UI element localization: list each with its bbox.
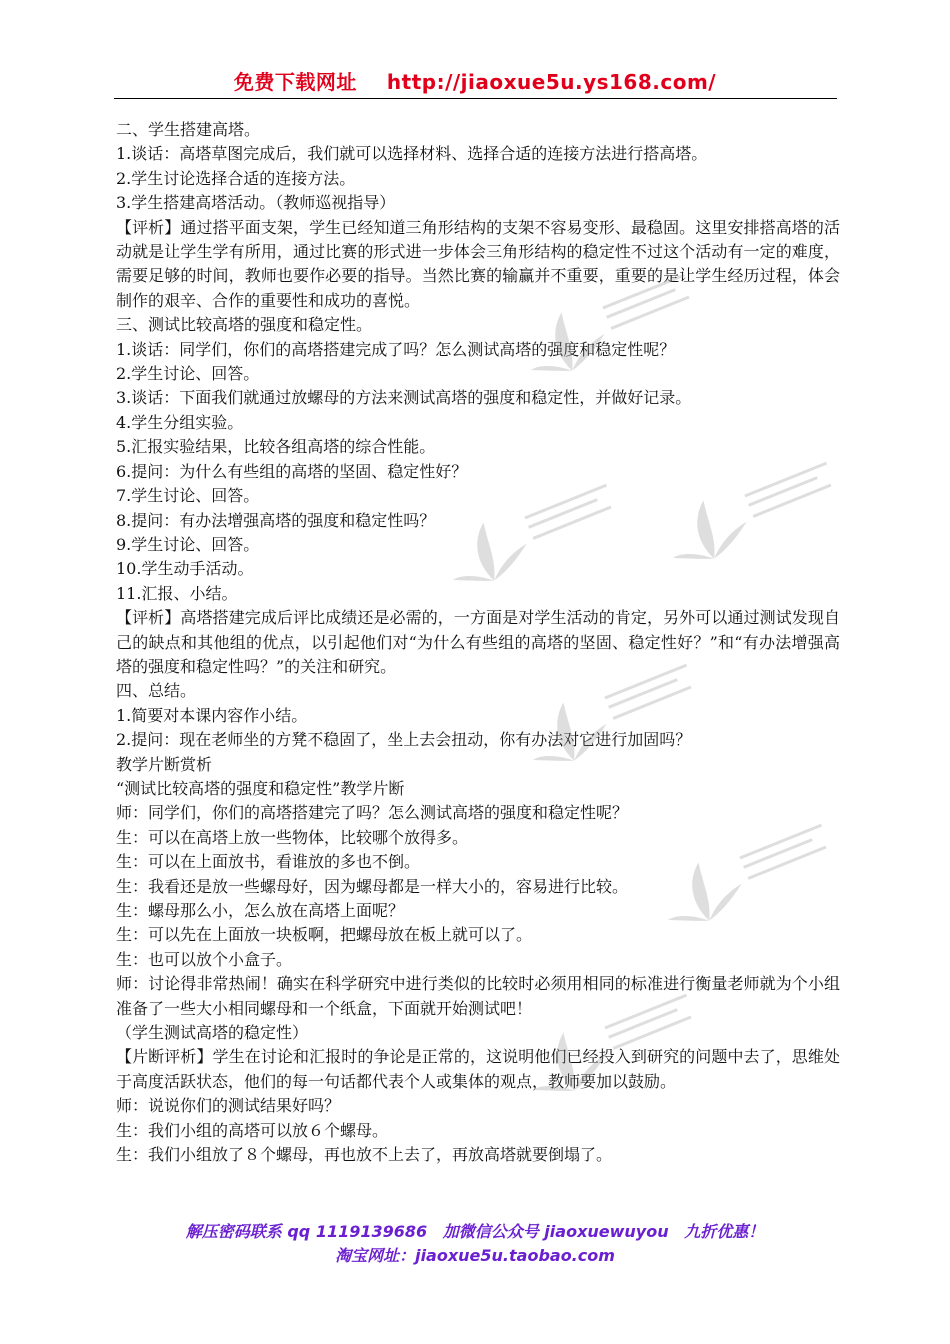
paragraph: 10.学生动手活动。	[116, 559, 254, 579]
paragraph: 1.谈话：同学们，你们的高塔搭建完成了吗？怎么测试高塔的强度和稳定性呢？	[116, 339, 676, 359]
paragraph: 生：我看还是放一些螺母好，因为螺母都是一样大小的，容易进行比较。	[116, 876, 629, 896]
paragraph: 1.简要对本课内容作小结。	[116, 705, 308, 725]
paragraph: 2.提问：现在老师坐的方凳不稳固了，坐上去会扭动，你有办法对它进行加固吗？	[116, 730, 692, 750]
paragraph: 2.学生讨论、回答。	[116, 364, 260, 384]
paragraph: （学生测试高塔的稳定性）	[116, 1023, 309, 1043]
paragraph: 四、总结。	[116, 681, 197, 701]
paragraph: 5.汇报实验结果，比较各组高塔的综合性能。	[116, 437, 436, 457]
paragraph: 二、学生搭建高塔。	[116, 120, 261, 139]
header-label: 免费下载网址	[233, 70, 357, 94]
paragraph: 9.学生讨论、回答。	[116, 534, 260, 554]
paragraph: 8.提问：有办法增强高塔的强度和稳定性吗？	[116, 510, 436, 530]
paragraph: 2.学生讨论选择合适的连接方法。	[116, 168, 356, 188]
paragraph: 三、测试比较高塔的强度和稳定性。	[116, 315, 373, 335]
paragraph: 6.提问：为什么有些组的高塔的坚固、稳定性好？	[116, 461, 468, 481]
paragraph: 生：可以先在上面放一块板啊，把螺母放在板上就可以了。	[116, 925, 533, 945]
paragraph: 生：我们小组放了８个螺母，再也放不上去了，再放高塔就要倒塌了。	[116, 1145, 613, 1165]
paragraph: 生：螺母那么小，怎么放在高塔上面呢？	[116, 901, 405, 920]
paragraph: 生：可以在高塔上放一些物体，比较哪个放得多。	[116, 827, 469, 847]
page-header	[0, 66, 950, 95]
paragraph: 师：同学们，你们的高塔搭建完了吗？怎么测试高塔的强度和稳定性呢？	[116, 803, 629, 823]
paragraph: 3.谈话：下面我们就通过放螺母的方法来测试高塔的强度和稳定性，并做好记录。	[116, 388, 692, 408]
paragraph: “测试比较高塔的强度和稳定性”教学片断	[116, 778, 405, 798]
paragraph: 师：讨论得非常热闹！确实在科学研究中进行类似的比较时必须用相同的标准进行衡量老师就为个小组准备了一些大小相同螺母和一个纸盒，下面就开始测试吧！	[116, 974, 840, 1018]
footer-wechat: 加微信公众号 jiaoxuewuyou	[442, 1222, 669, 1241]
paragraph: 师：说说你们的测试结果好吗？	[116, 1096, 341, 1116]
paragraph: 生：也可以放个小盒子。	[116, 949, 293, 969]
paragraph: 7.学生讨论、回答。	[116, 486, 260, 506]
footer-password-qq: 解压密码联系 qq 1119139686	[185, 1222, 428, 1241]
paragraph: 3.学生搭建高塔活动。（教师巡视指导）	[116, 193, 396, 213]
paragraph: 4.学生分组实验。	[116, 412, 244, 432]
paragraph: 1.谈话：高塔草图完成后，我们就可以选择材料、选择合适的连接方法进行搭高塔。	[116, 144, 708, 164]
footer-contact	[0, 1219, 950, 1242]
paragraph: 生：可以在上面放书，看谁放的多也不倒。	[116, 852, 421, 872]
paragraph: 11.汇报、小结。	[116, 583, 238, 603]
paragraph: 【片断评析】学生在讨论和汇报时的争论是正常的，这说明他们已经投入到研究的问题中去了，思维处于高度活跃状态，他们的每一句话都代表个人或集体的观点，教师要加以鼓励。	[116, 1047, 840, 1091]
footer-discount: 九折优惠！	[684, 1222, 765, 1241]
header-divider	[114, 98, 837, 99]
footer-taobao-link[interactable]: 淘宝网址：jiaoxue5u.taobao.com	[335, 1246, 615, 1265]
paragraph: 教学片断赏析	[116, 754, 213, 774]
header-url-link[interactable]: http://jiaoxue5u.ys168.com/	[386, 70, 717, 94]
paragraph: 生：我们小组的高塔可以放６个螺母。	[116, 1120, 389, 1140]
paragraph: 【评析】通过搭平面支架，学生已经知道三角形结构的支架不容易变形、最稳固。这里安排搭高塔的活动就是让学生学有所用，通过比赛的形式进一步体会三角形结构的稳定性不过这个活动有一定的难度，需要足够的时间，教师也要作必要的指导。当然比赛的输赢并不重要，重要的是让学生经历过程，体会制作的艰辛、合作的重要性和成功的喜悦。	[116, 217, 840, 310]
document-body	[116, 118, 840, 1167]
paragraph: 【评析】高塔搭建完成后评比成绩还是必需的，一方面是对学生活动的肯定，另外可以通过测试发现自己的缺点和其他组的优点，以引起他们对“为什么有些组的高塔的坚固、稳定性好？”和“有办法增强高塔的强度和稳定性吗？”的关注和研究。	[116, 608, 840, 676]
